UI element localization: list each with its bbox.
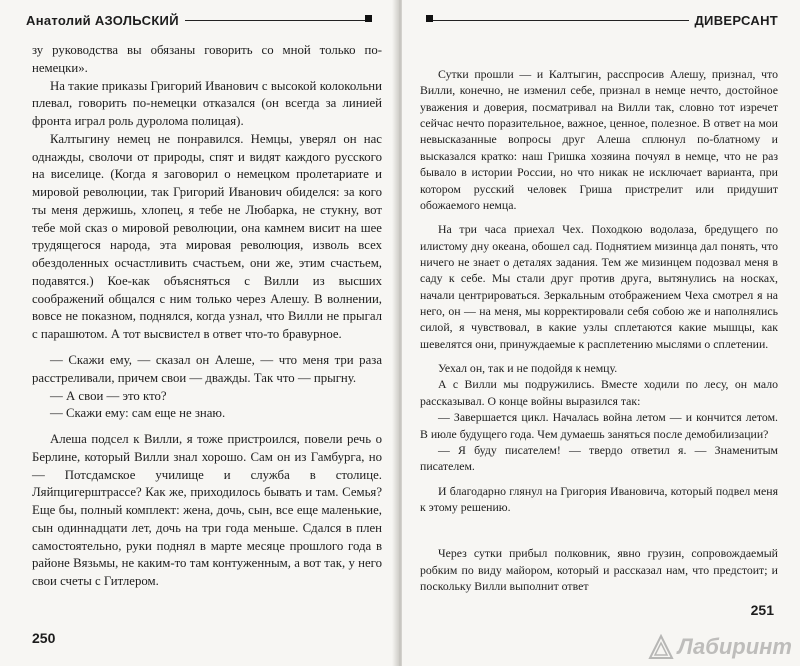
paragraph: Калтыгину немец не понравился. Немцы, уверял он нас однажды, сволочи от природы, спят и видят каждого русского на виселице. (Когда я заговорил о немецком пролетариате и мировой революции, так Григорий Иванович обиделся: за кого ты меня держишь, хлопец, я тебе не Любарка, не стукну, вот тебе мой сказ о мировой революции, она камнем висит на шее трудящегося народа, эта мировая революция, изволь всех обездоленных осчастливить счастьем, они же, этим счастьем, подавятся.) Кое-как объясняться с Вилли из высших соображений общался с ним только через Алешу. В волнении, вовсе не показном, поднялся, когда узнал, что Вилли не прыгал с парашютом. А тот высвистел в ответ что-то бравурное.	[32, 131, 382, 342]
header-square-marker	[426, 15, 433, 22]
header-rule	[185, 20, 366, 21]
header-square-marker	[365, 15, 372, 22]
labirint-watermark	[648, 634, 792, 660]
page-number: 250	[32, 630, 56, 646]
paragraph: — А свои — это кто?	[50, 388, 167, 403]
paragraph: — Скажи ему: сам еще не знаю.	[50, 406, 226, 421]
paragraph: А с Вилли мы подружились. Вместе ходили по лесу, он мало рассказывал. О конце войны выразился так:	[420, 377, 778, 408]
paragraph: — Скажи ему, — сказал он Алеше, — что меня три раза расстреливали, причем свои — дважды. Так что — прыгну.	[32, 353, 382, 385]
paragraph: — Завершается цикл. Началась война летом — и кончится летом. В июле будущего года. Чем думаешь заняться после демобилизации?	[420, 410, 778, 441]
paragraph: На три часа приехал Чех. Походкою водолаза, бредущего по илистому дну океана, обошел сад. Поднятием мизинца дал понять, что ничего не знает о деталях задания. Тем же мизинцем подозвал меня в саду к себе. Мы стали друг против друга, вытянулись на носках, начали центрироваться. Зеркальным отображением Чеха смотрел я на него, он — на меня, мы корректировали себя собою же и наполнялись силой, я чувствовал, в какие узлы сплетаются какие мышцы, как шевелятся они, принуждаемые к расплетению мыслями о сплетении.	[420, 222, 778, 351]
paragraph: — Я буду писателем! — твердо ответил я. — Знаменитым писателем.	[420, 442, 778, 474]
left-running-header	[26, 10, 372, 30]
labyrinth-logo-icon	[648, 634, 674, 660]
right-running-header	[426, 10, 778, 30]
paragraph: Сутки прошли — и Калтыгин, расспросив Алешу, признал, что Вилли, конечно, не изменил себе, признал в немце нечто, достойное уважения и доверия, посматривал на Вилли так, словно тот изречет сейчас нечто поразительное, важное, ценное, полезное. В ответ на мои невысказанные вопросы друг Алеша сплюнул по-блатному и высказался кратко: наш Гришка хозяина почуял в немце, что не раз бывало в истории России, но что никак не исключает варианта, при котором русский человек Гриша пристрелит или придушит обожаемого немца.	[420, 67, 778, 212]
left-page-text	[32, 42, 382, 591]
paragraph: И благодарно глянул на Григория Ивановича, который подвел меня к этому решению.	[420, 483, 778, 514]
right-page	[402, 0, 800, 666]
paragraph: Через сутки прибыл полковник, явно грузин, сопровождаемый робким по виду майором, который и рассказал нам, что предстоит; и поскольку Вилли выполнит ответ	[420, 546, 778, 594]
left-page	[0, 0, 398, 666]
paragraph: На такие приказы Григорий Иванович с высокой колокольни плевал, говорить по-немецки отказался (он всегда за линией фронта играл роль дуролома полицая).	[32, 78, 382, 129]
right-page-text	[420, 66, 778, 594]
header-rule	[432, 20, 689, 21]
paragraph: зу руководства вы обязаны говорить со мной только по-немецки».	[32, 43, 382, 75]
book-title: ДИВЕРСАНТ	[694, 12, 778, 28]
paragraph: Уехал он, так и не подойдя к немцу.	[438, 361, 618, 376]
author-name: Анатолий АЗОЛЬСКИЙ	[26, 12, 179, 28]
paragraph: Алеша подсел к Вилли, я тоже пристроился, повели речь о Берлине, который Вилли знал хорошо. Сам он из Гамбурга, но — Потсдамское училище и служба в столице. Ляйпцигерштрассе? Как же, приходилось бывать и там. Семья? Еще бы, полный комплект: жена, дочь, сын, все еще маленькие, сын одиннадцати лет, дочь на три года меньше. Сдался в плен самостоятельно, руки поднял в марте месяце прошлого года в районе Вязьмы, не каким-то там контуженным, а вот так, у него свои счеты с Гитлером.	[32, 432, 382, 589]
page-number: 251	[750, 602, 774, 618]
watermark-text: Лабиринт	[677, 634, 792, 659]
